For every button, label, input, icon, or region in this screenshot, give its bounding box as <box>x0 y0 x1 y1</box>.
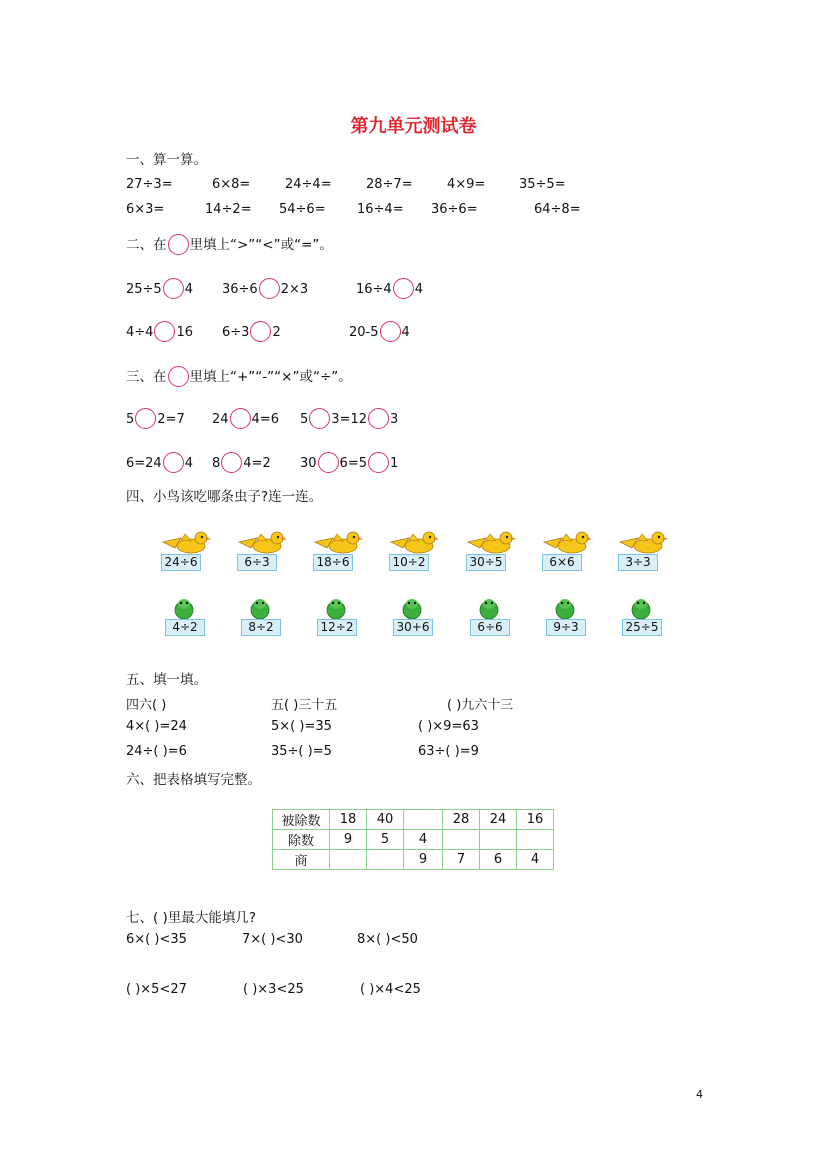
table-row <box>273 850 554 870</box>
worm-label: 25÷5 <box>622 619 662 636</box>
table-cell[interactable] <box>330 850 367 870</box>
table-cell: 被除数 <box>273 810 330 830</box>
table-cell: 7 <box>443 850 480 870</box>
fill-item: 四六( ) <box>126 698 167 713</box>
table-cell: 商 <box>273 850 330 870</box>
operator-item: 6=24 4 <box>126 452 193 473</box>
table-cell: 4 <box>404 830 443 850</box>
worm-card[interactable] <box>241 596 279 634</box>
fill-item: 4×( )=24 <box>126 719 187 734</box>
section-5-heading: 五、填一填。 <box>126 672 207 688</box>
answer-circle[interactable] <box>163 452 184 473</box>
compare-item: 36÷6 2×3 <box>222 278 308 299</box>
fill-item: 5×( )=35 <box>271 719 332 734</box>
table-cell[interactable] <box>517 830 554 850</box>
fill-item: 63÷( )=9 <box>418 744 479 759</box>
answer-circle[interactable] <box>250 321 271 342</box>
calc-item: 6×3= <box>126 202 165 217</box>
fill-item: 24÷( )=6 <box>126 744 187 759</box>
table-cell: 除数 <box>273 830 330 850</box>
fill-item: 五( )三十五 <box>271 698 338 713</box>
operator-item: 24 4=6 <box>212 408 279 429</box>
worm-icon <box>241 596 279 620</box>
circle-icon <box>168 234 189 255</box>
worm-label: 9÷3 <box>546 619 586 636</box>
answer-circle[interactable] <box>230 408 251 429</box>
section-4-heading: 四、小鸟该吃哪条虫子?连一连。 <box>126 489 323 505</box>
calc-item: 35÷5= <box>519 177 566 192</box>
table-row <box>273 810 554 830</box>
worm-label: 6÷6 <box>470 619 510 636</box>
table-cell: 5 <box>367 830 404 850</box>
compare-item: 20-5 4 <box>349 321 410 342</box>
answer-circle[interactable] <box>368 452 389 473</box>
worm-label: 8÷2 <box>241 619 281 636</box>
max-item: ( )×5<27 <box>126 982 187 997</box>
answer-circle[interactable] <box>318 452 339 473</box>
table-cell: 28 <box>443 810 480 830</box>
worm-icon <box>165 596 203 620</box>
worm-label: 4÷2 <box>165 619 205 636</box>
answer-circle[interactable] <box>259 278 280 299</box>
section-6-heading: 六、把表格填写完整。 <box>126 772 261 788</box>
section-7-heading: 七、( )里最大能填几? <box>126 910 256 926</box>
calc-item: 24÷4= <box>285 177 332 192</box>
worm-label: 12÷2 <box>317 619 357 636</box>
section-1-heading: 一、算一算。 <box>126 152 207 168</box>
answer-circle[interactable] <box>221 452 242 473</box>
operator-item: 5 2=7 <box>126 408 185 429</box>
worm-card[interactable] <box>393 596 431 634</box>
worm-label: 30+6 <box>393 619 433 636</box>
bird-label: 30÷5 <box>466 554 506 571</box>
calc-item: 6×8= <box>212 177 251 192</box>
calc-item: 28÷7= <box>366 177 413 192</box>
worm-icon <box>317 596 355 620</box>
table-cell: 9 <box>404 850 443 870</box>
table-cell: 40 <box>367 810 404 830</box>
table-cell: 18 <box>330 810 367 830</box>
answer-circle[interactable] <box>393 278 414 299</box>
worm-card[interactable] <box>165 596 203 634</box>
calc-item: 54÷6= <box>279 202 326 217</box>
bird-card[interactable] <box>313 528 363 569</box>
worm-card[interactable] <box>546 596 584 634</box>
fill-item: 35÷( )=5 <box>271 744 332 759</box>
table-cell: 24 <box>480 810 517 830</box>
calc-item: 14÷2= <box>205 202 252 217</box>
worm-icon <box>546 596 584 620</box>
compare-item: 25÷5 4 <box>126 278 193 299</box>
bird-card[interactable] <box>161 528 211 569</box>
table-cell[interactable] <box>480 830 517 850</box>
calc-item: 27÷3= <box>126 177 173 192</box>
circle-icon <box>168 366 189 387</box>
bird-label: 6×6 <box>542 554 582 571</box>
operator-item: 30 6=5 1 <box>300 452 398 473</box>
table-cell[interactable] <box>443 830 480 850</box>
bird-card[interactable] <box>237 528 287 569</box>
fill-item: ( )×9=63 <box>418 719 479 734</box>
division-table <box>272 809 554 870</box>
answer-circle[interactable] <box>154 321 175 342</box>
bird-card[interactable] <box>618 528 668 569</box>
calc-item: 4×9= <box>447 177 486 192</box>
answer-circle[interactable] <box>368 408 389 429</box>
worm-card[interactable] <box>470 596 508 634</box>
max-item: ( )×4<25 <box>360 982 421 997</box>
compare-item: 16÷4 4 <box>356 278 423 299</box>
operator-item: 8 4=2 <box>212 452 271 473</box>
worm-card[interactable] <box>622 596 660 634</box>
section-2-heading: 二、在 里填上“>”“<”或“=”。 <box>126 233 333 255</box>
bird-label: 10÷2 <box>389 554 429 571</box>
page-title: 第九单元测试卷 <box>350 116 477 137</box>
section-3-heading: 三、在 里填上“+”“-”“×”或“÷”。 <box>126 365 352 387</box>
answer-circle[interactable] <box>380 321 401 342</box>
max-item: 6×( )<35 <box>126 932 187 947</box>
compare-item: 4÷4 16 <box>126 321 193 342</box>
table-row <box>273 830 554 850</box>
worm-card[interactable] <box>317 596 355 634</box>
bird-label: 24÷6 <box>161 554 201 571</box>
answer-circle[interactable] <box>163 278 184 299</box>
table-cell: 9 <box>330 830 367 850</box>
table-cell[interactable] <box>367 850 404 870</box>
calc-item: 36÷6= <box>431 202 478 217</box>
table-cell[interactable] <box>404 810 443 830</box>
bird-card[interactable] <box>389 528 439 569</box>
max-item: 7×( )<30 <box>242 932 303 947</box>
table-cell: 16 <box>517 810 554 830</box>
bird-card[interactable] <box>466 528 516 569</box>
calc-item: 16÷4= <box>357 202 404 217</box>
operator-item: 5 3=12 3 <box>300 408 398 429</box>
compare-item: 6÷3 2 <box>222 321 281 342</box>
worm-icon <box>470 596 508 620</box>
table-cell: 6 <box>480 850 517 870</box>
worm-icon <box>393 596 431 620</box>
answer-circle[interactable] <box>309 408 330 429</box>
max-item: ( )×3<25 <box>243 982 304 997</box>
table-cell: 4 <box>517 850 554 870</box>
bird-label: 18÷6 <box>313 554 353 571</box>
bird-label: 3÷3 <box>618 554 658 571</box>
answer-circle[interactable] <box>135 408 156 429</box>
max-item: 8×( )<50 <box>357 932 418 947</box>
bird-card[interactable] <box>542 528 592 569</box>
page-number: 4 <box>696 1088 703 1101</box>
worm-icon <box>622 596 660 620</box>
calc-item: 64÷8= <box>534 202 581 217</box>
bird-label: 6÷3 <box>237 554 277 571</box>
fill-item: ( )九六十三 <box>447 698 514 713</box>
